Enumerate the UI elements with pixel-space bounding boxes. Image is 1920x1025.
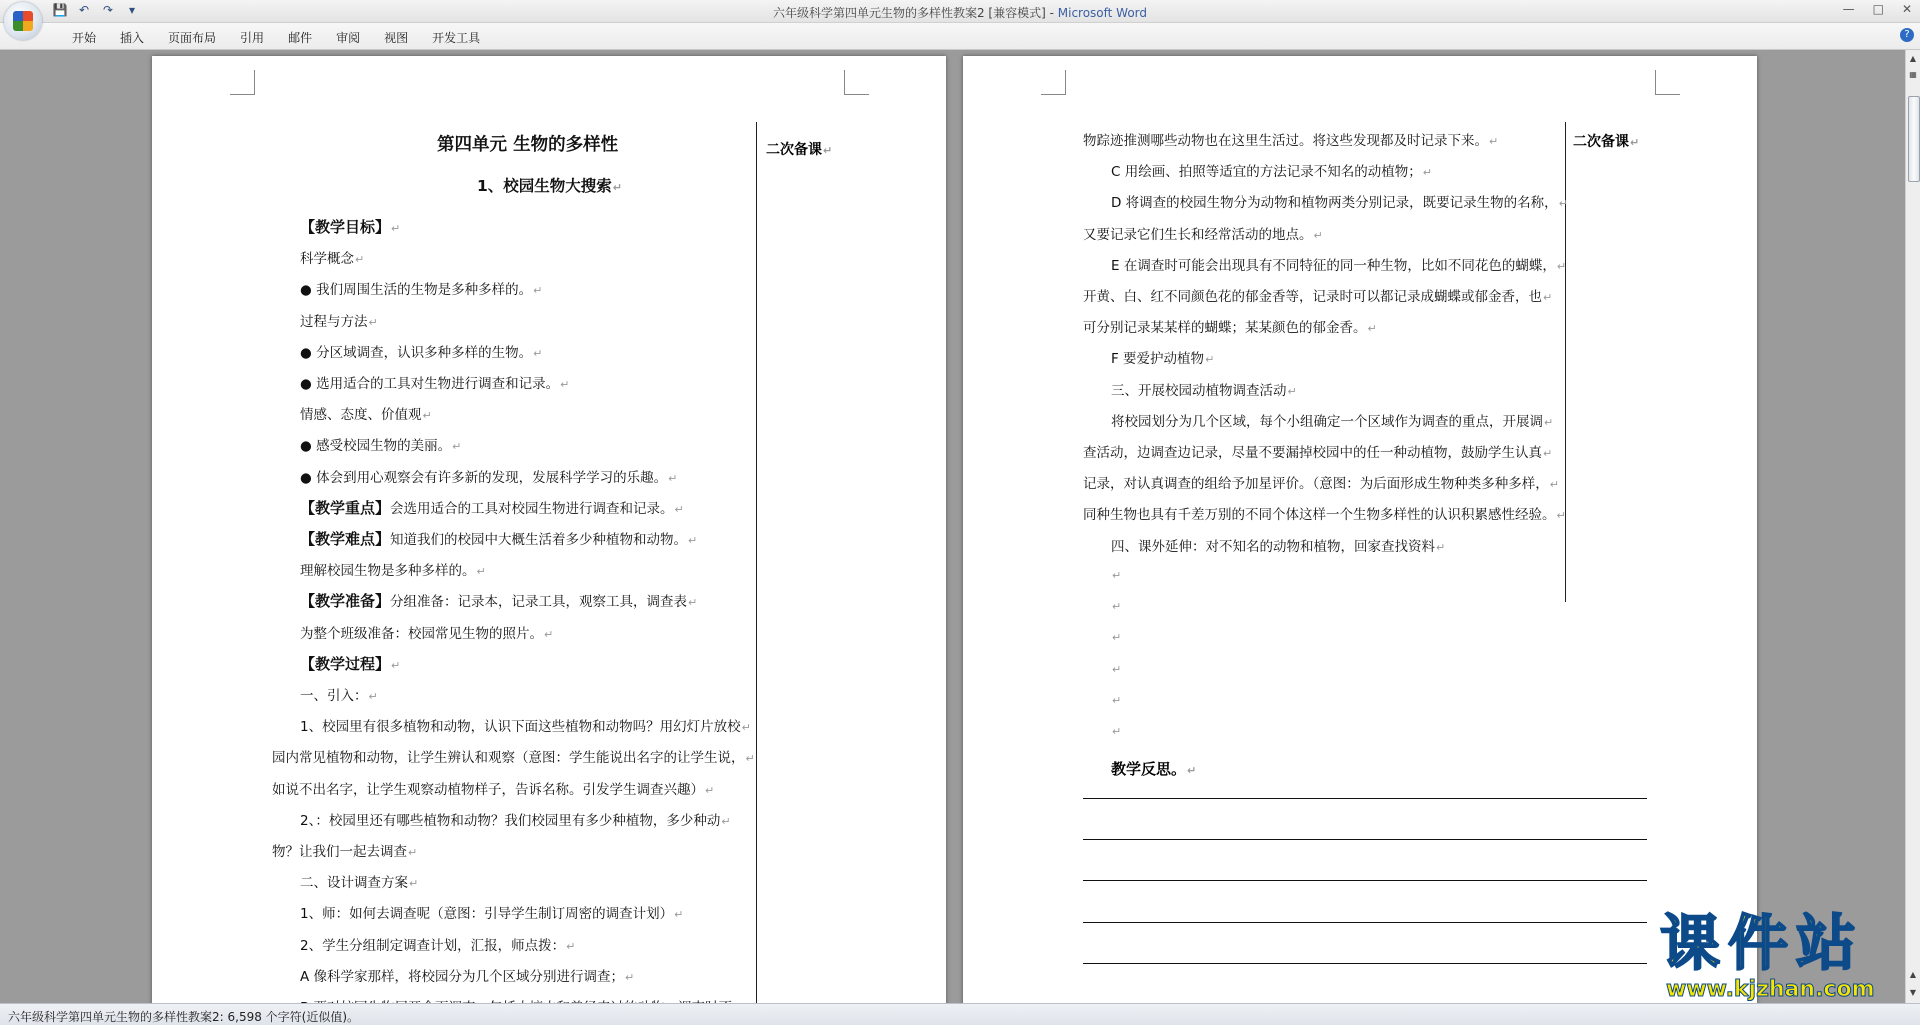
crop-mark [1041, 70, 1066, 95]
text-line: 二、设计调查方案↵ [300, 875, 419, 892]
undo-icon[interactable]: ↶ [78, 3, 90, 17]
reflection-line [1083, 839, 1647, 840]
empty-paragraph-mark: ↵ [1112, 600, 1122, 614]
text-line: 查活动，边调查边记录，尽量不要漏掉校园中的任一种动植物，鼓励学生认真↵ [1083, 445, 1553, 461]
text-line: 过程与方法↵ [300, 313, 378, 330]
text-line: 如说不出名字，让学生观察动植物样子，告诉名称。引发学生调查兴趣）↵ [272, 781, 715, 798]
scrollbar-thumb[interactable] [1908, 96, 1920, 182]
maximize-icon[interactable]: □ [1872, 2, 1884, 16]
text-line: 一、引入：↵ [300, 688, 378, 704]
status-bar [0, 1003, 1920, 1025]
page-title: 第四单元 生物的多样性 [437, 135, 619, 155]
ruler-toggle-icon[interactable]: ▦ [1909, 70, 1917, 79]
reflection-line [1083, 880, 1647, 881]
side-note-label: 二次备课↵ [766, 142, 833, 158]
text-line: 【教学目标】↵ [300, 218, 401, 236]
window-controls [1843, 2, 1912, 16]
next-page-icon[interactable]: ▼ [1909, 988, 1917, 997]
reflection-line [1083, 922, 1647, 923]
document-area[interactable] [0, 50, 1906, 1004]
office-logo-icon [13, 11, 33, 31]
tab-4[interactable]: 邮件 [288, 31, 313, 45]
page-subtitle: 1、校园生物大搜索↵ [477, 177, 623, 195]
status-text: 六年级科学第四单元生物的多样性教案2: 6,598 个字符(近似值)。 [8, 1010, 360, 1024]
office-button[interactable] [4, 2, 42, 40]
text-line: ● 感受校园生物的美丽。↵ [300, 438, 462, 455]
text-line: C 用绘画、拍照等适宜的方法记录不知名的动植物；↵ [1111, 164, 1432, 181]
text-line: 【教学难点】知道我们的校园中大概生活着多少种植物和动物。↵ [300, 530, 698, 548]
text-line: 【教学重点】会选用适合的工具对校园生物进行调查和记录。↵ [300, 498, 684, 517]
text-line: ● 选用适合的工具对生物进行调查和记录。↵ [300, 376, 570, 392]
tab-7[interactable]: 开发工具 [432, 31, 481, 45]
text-line: 四、课外延伸：对不知名的动物和植物，回家查找资料↵ [1111, 538, 1446, 555]
empty-paragraph-mark: ↵ [1112, 631, 1122, 645]
text-line: A 像科学家那样，将校园分为几个区域分别进行调查；↵ [300, 968, 635, 985]
side-note-divider [756, 122, 757, 1010]
scroll-up-icon[interactable]: ▲ [1909, 54, 1917, 63]
crop-mark [1655, 70, 1680, 95]
text-line: 1、校园里有很多植物和动物，认识下面这些植物和动物吗？用幻灯片放校↵ [300, 719, 751, 736]
minimize-icon[interactable]: — [1842, 2, 1855, 16]
text-line: ● 我们周围生活的生物是多种多样的。↵ [300, 282, 543, 299]
side-note-label: 二次备课↵ [1573, 134, 1640, 150]
tab-0[interactable]: 开始 [72, 31, 97, 45]
ribbon-tabs [60, 29, 492, 46]
text-line: ● 体会到用心观察会有许多新的发现，发展科学学习的乐趣。↵ [300, 469, 678, 486]
reflection-heading: 教学反思。↵ [1111, 760, 1197, 778]
prev-page-icon[interactable]: ▲ [1909, 970, 1917, 979]
empty-paragraph-mark: ↵ [1112, 569, 1122, 582]
tab-3[interactable]: 引用 [240, 31, 265, 45]
empty-paragraph-mark: ↵ [1112, 693, 1122, 707]
page-right[interactable] [963, 56, 1757, 1016]
text-line: 可分别记录某某样的蝴蝶；某某颜色的郁金香。↵ [1083, 320, 1377, 337]
close-icon[interactable]: ✕ [1901, 2, 1912, 16]
empty-paragraph-mark: ↵ [1112, 662, 1122, 676]
tab-1[interactable]: 插入 [120, 31, 145, 45]
ribbon [0, 23, 1920, 50]
text-line: 三、开展校园动植物调查活动↵ [1111, 382, 1297, 399]
text-line: E 在调查时可能会出现具有不同特征的同一种生物，比如不同花色的蝴蝶，↵ [1111, 257, 1567, 274]
reflection-line [1083, 963, 1647, 964]
crop-mark [230, 70, 255, 95]
text-line: 2、：校园里还有哪些植物和动物？我们校园里有多少种植物，多少种动↵ [300, 812, 731, 829]
text-line: ● 分区域调查，认识多种多样的生物。↵ [300, 344, 543, 361]
crop-mark [844, 70, 869, 95]
text-line: 科学概念↵ [300, 251, 365, 268]
text-line: 2、学生分组制定调查计划，汇报，师点拨：↵ [300, 937, 576, 954]
text-line: F 要爱护动植物↵ [1111, 351, 1215, 368]
text-line: 记录，对认真调查的组给予加星评价。（意图：为后面形成生物种类多种多样，↵ [1083, 476, 1559, 493]
text-line: 物踪迹推测哪些动物也在这里生活过。将这些发现都及时记录下来。↵ [1083, 133, 1499, 149]
text-line: 物？让我们一起去调查↵ [272, 844, 418, 860]
tab-6[interactable]: 视图 [384, 31, 409, 45]
text-line: 1、师：如何去调查呢（意图：引导学生制订周密的调查计划）↵ [300, 906, 684, 923]
page-left[interactable] [152, 56, 946, 1016]
help-icon[interactable]: ? [1900, 28, 1914, 42]
watermark-logo: 课件站 www.kjzhan.com [1660, 909, 1875, 1002]
redo-icon[interactable]: ↷ [102, 3, 114, 17]
text-line: 【教学准备】分组准备：记录本，记录工具，观察工具，调查表↵ [300, 592, 698, 611]
text-line: 理解校园生物是多种多样的。↵ [300, 563, 486, 580]
vertical-scrollbar[interactable] [1905, 50, 1920, 1004]
text-line: 【教学过程】↵ [300, 654, 401, 673]
text-line: D 将调查的校园生物分为动物和植物两类分别记录，既要记录生物的名称，↵ [1111, 195, 1568, 212]
text-line: 为整个班级准备：校园常见生物的照片。↵ [300, 625, 554, 642]
text-line: 情感、态度、价值观↵ [300, 407, 432, 424]
title-bar [0, 0, 1920, 23]
tab-2[interactable]: 页面布局 [168, 31, 217, 45]
text-line: 又要记录它们生长和经常活动的地点。↵ [1083, 226, 1323, 243]
text-line: 同种生物也具有千差万别的不同个体这样一个生物多样性的认识积累感性经验。↵ [1083, 507, 1566, 524]
text-line: 开黄、白、红不同颜色花的郁金香等，记录时可以都记录成蝴蝶或郁金香，也↵ [1083, 289, 1553, 305]
window-title: 六年级科学第四单元生物的多样性教案2 [兼容模式] - Microsoft Word [772, 6, 1148, 20]
tab-5[interactable]: 审阅 [336, 31, 361, 45]
empty-paragraph-mark: ↵ [1112, 725, 1122, 738]
text-line: 将校园划分为几个区域，每个小组确定一个区域作为调查的重点，开展调↵ [1111, 413, 1554, 430]
text-line: 园内常见植物和动物，让学生辨认和观察（意图：学生能说出名字的让学生说，↵ [272, 750, 755, 767]
customize-icon[interactable]: ▾ [128, 3, 136, 17]
save-icon[interactable]: 💾 [52, 3, 68, 17]
reflection-line [1083, 798, 1647, 799]
